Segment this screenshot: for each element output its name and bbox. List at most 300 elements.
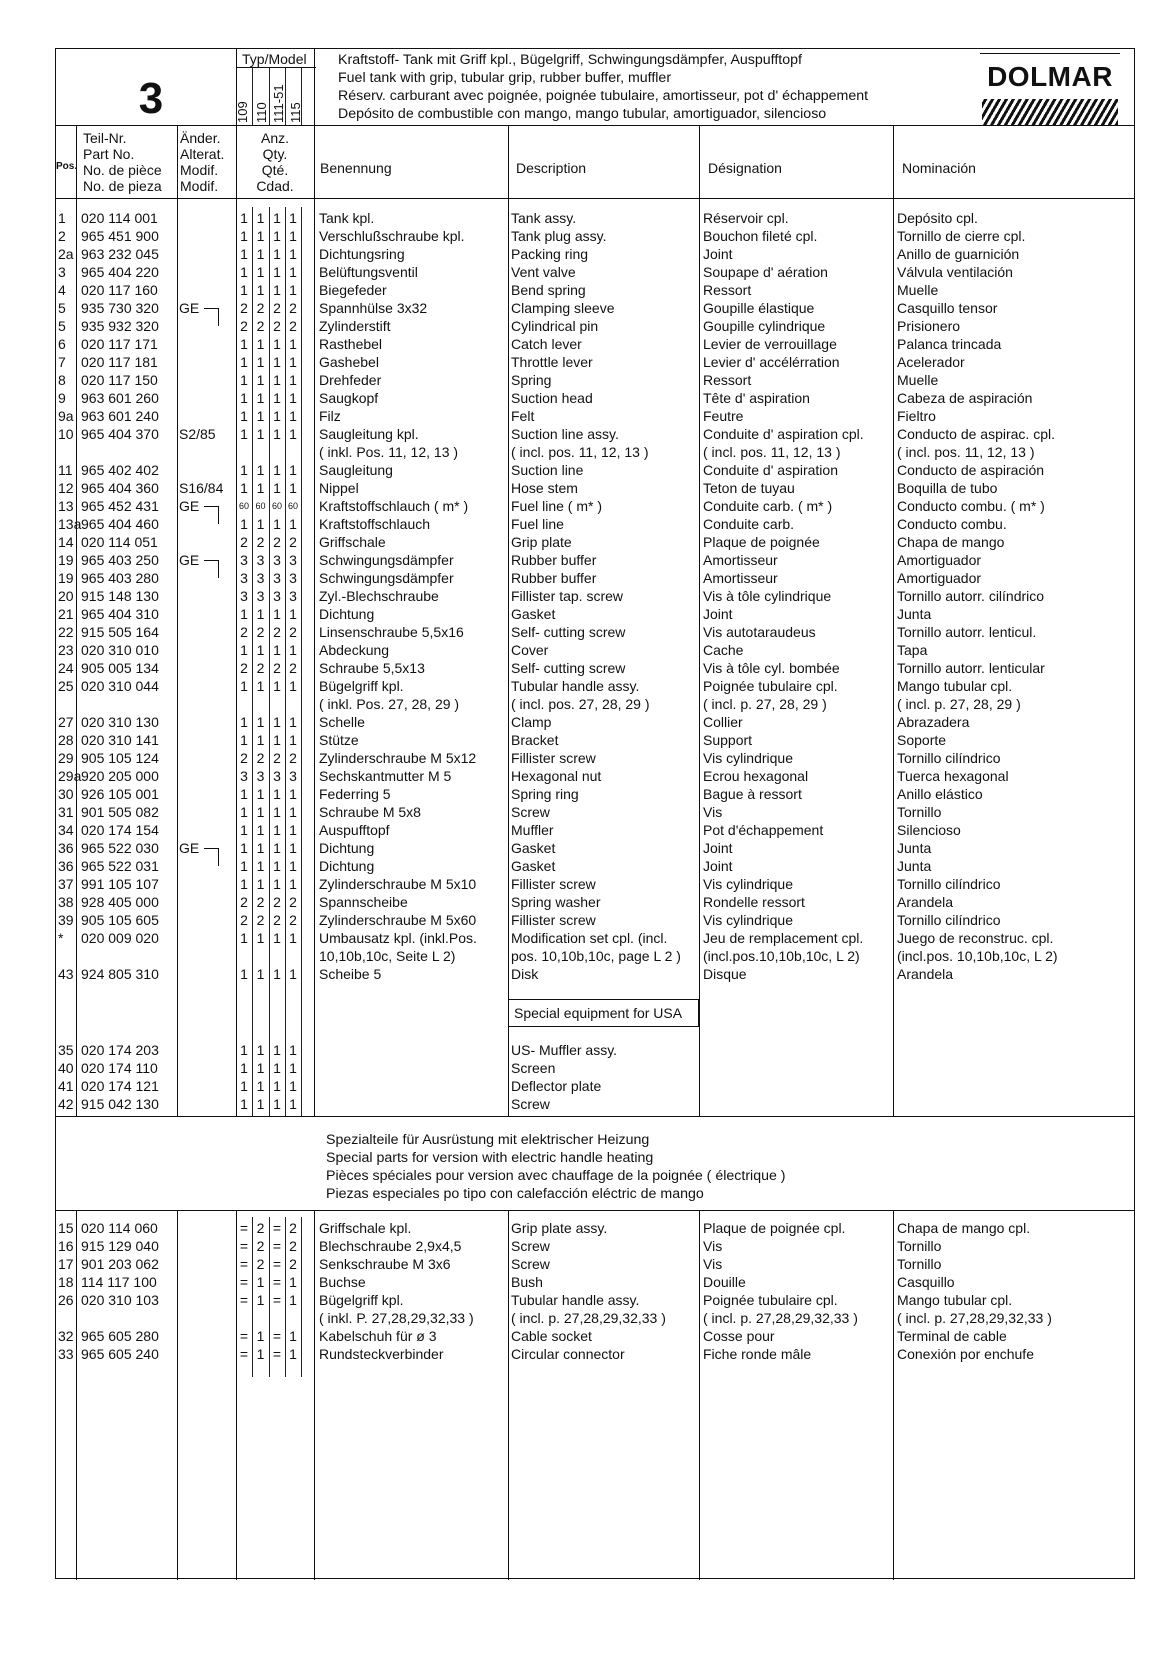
quantity-cell: 2 xyxy=(273,624,281,640)
quantity-cell: 2 xyxy=(240,300,248,316)
nominacion-cell: Junta xyxy=(897,606,932,622)
designation-cell: Joint xyxy=(703,246,733,262)
nominacion-cell: Tornillo xyxy=(897,804,942,820)
benennung-cell: Umbausatz kpl. (inkl.Pos. xyxy=(319,930,477,946)
table-row xyxy=(56,965,1134,983)
benennung-cell: ( inkl. Pos. 11, 12, 13 ) xyxy=(319,444,459,460)
quantity-cell: 1 xyxy=(256,966,265,982)
nominacion-cell: Tornillo autorr. cilíndrico xyxy=(897,588,1045,604)
table-row xyxy=(56,695,1134,713)
description-cell: ( incl. p. 27,28,29,32,33 ) xyxy=(511,1310,666,1326)
benennung-cell: Verschlußschraube kpl. xyxy=(319,228,465,244)
benennung-cell: Griffschale kpl. xyxy=(319,1220,412,1236)
pos-cell: 26 xyxy=(58,1292,74,1308)
benennung-cell: Schelle xyxy=(319,714,365,730)
pos-cell: 29a xyxy=(58,768,82,784)
quantity-cell: 1 xyxy=(273,678,281,694)
description-cell: ( incl. pos. 11, 12, 13 ) xyxy=(511,444,649,460)
quantity-cell: 1 xyxy=(273,1078,281,1094)
benennung-cell: Dichtung xyxy=(319,840,375,856)
special-title-fr: Pièces spéciales pour version avec chauffage de la poignée ( électrique ) xyxy=(326,1168,786,1184)
designation-cell: Cache xyxy=(703,642,744,658)
quantity-cell: 1 xyxy=(273,642,281,658)
part-number-cell: 965 452 431 xyxy=(81,498,159,514)
part-number-cell: 020 310 044 xyxy=(81,678,159,694)
nominacion-cell: Anillo elástico xyxy=(897,786,983,802)
designation-cell: Conduite carb. ( m* ) xyxy=(703,498,833,514)
quantity-cell: 2 xyxy=(273,894,281,910)
pos-cell: 7 xyxy=(58,354,66,370)
header-rule xyxy=(56,125,1134,126)
designation-cell: Vis à tôle cyl. bombée xyxy=(703,660,840,676)
quantity-cell: 1 xyxy=(256,1078,265,1094)
quantity-cell: 3 xyxy=(256,570,265,586)
designation-cell: Support xyxy=(703,732,753,748)
quantity-cell: 1 xyxy=(273,714,281,730)
quantity-cell: 1 xyxy=(289,210,297,226)
table-row xyxy=(56,1291,1134,1309)
quantity-cell: 2 xyxy=(240,912,248,928)
description-cell: Suction line assy. xyxy=(511,426,619,442)
quantity-cell: 1 xyxy=(289,516,297,532)
quantity-cell: 1 xyxy=(256,822,265,838)
quantity-cell: 1 xyxy=(273,606,281,622)
model-divider xyxy=(301,67,302,125)
benennung-cell: ( inkl. P. 27,28,29,32,33 ) xyxy=(319,1310,474,1326)
special-section-top-rule xyxy=(56,1116,1134,1117)
description-cell: Throttle lever xyxy=(511,354,593,370)
quantity-cell: 1 xyxy=(240,462,248,478)
description-cell: Clamping sleeve xyxy=(511,300,615,316)
quantity-cell: 1 xyxy=(289,372,297,388)
part-number-cell: 020 174 203 xyxy=(81,1042,159,1058)
col-part-de: Teil-Nr. xyxy=(83,130,127,146)
pos-cell: 38 xyxy=(58,894,74,910)
quantity-cell: 2 xyxy=(256,1256,265,1272)
benennung-cell: Stütze xyxy=(319,732,359,748)
table-row xyxy=(56,443,1134,461)
alteration-cell: GE xyxy=(179,300,200,316)
table-row xyxy=(56,839,1134,857)
benennung-cell: Spannscheibe xyxy=(319,894,408,910)
table-row xyxy=(56,1309,1134,1327)
pos-cell: 39 xyxy=(58,912,74,928)
quantity-cell: 1 xyxy=(256,876,265,892)
quantity-cell: 1 xyxy=(240,714,248,730)
nominacion-cell: Depósito cpl. xyxy=(897,210,978,226)
description-cell: Hexagonal nut xyxy=(511,768,602,784)
quantity-cell: 1 xyxy=(273,480,281,496)
benennung-cell: Zylinderstift xyxy=(319,318,391,334)
quantity-cell: 2 xyxy=(256,894,265,910)
quantity-cell: = xyxy=(272,1328,282,1344)
quantity-cell: 1 xyxy=(240,1078,248,1094)
designation-cell: Levier de verrouillage xyxy=(703,336,837,352)
nominacion-cell: Prisionero xyxy=(897,318,961,334)
table-row xyxy=(56,1345,1134,1363)
part-number-cell: 935 730 320 xyxy=(81,300,159,316)
benennung-cell: Saugleitung kpl. xyxy=(319,426,419,442)
pos-cell: 36 xyxy=(58,840,74,856)
col-alteration xyxy=(180,130,224,194)
description-cell: Self- cutting screw xyxy=(511,660,626,676)
part-number-cell: 924 805 310 xyxy=(81,966,159,982)
benennung-cell: Biegefeder xyxy=(319,282,387,298)
part-number-cell: 965 605 240 xyxy=(81,1346,159,1362)
quantity-cell: 1 xyxy=(289,1096,297,1112)
quantity-cell: 1 xyxy=(240,678,248,694)
quantity-cell: 1 xyxy=(289,426,297,442)
quantity-cell: 1 xyxy=(273,246,281,262)
nominacion-cell: Mango tubular cpl. xyxy=(897,1292,1013,1308)
designation-cell: Poignée tubulaire cpl. xyxy=(703,1292,838,1308)
designation-cell: Douille xyxy=(703,1274,746,1290)
benennung-cell: 10,10b,10c, Seite L 2) xyxy=(319,948,456,964)
description-cell: Tubular handle assy. xyxy=(511,678,640,694)
designation-cell: Pot d'échappement xyxy=(703,822,824,838)
pos-cell: 20 xyxy=(58,588,74,604)
quantity-cell: 1 xyxy=(240,804,248,820)
nominacion-cell: Arandela xyxy=(897,966,954,982)
quantity-cell: 2 xyxy=(256,912,265,928)
quantity-cell: 1 xyxy=(289,678,297,694)
description-cell: Deflector plate xyxy=(511,1078,602,1094)
description-cell: Tank plug assy. xyxy=(511,228,607,244)
quantity-cell: 1 xyxy=(273,516,281,532)
quantity-cell: 1 xyxy=(273,1042,281,1058)
pos-cell: 29 xyxy=(58,750,74,766)
quantity-cell: 3 xyxy=(289,768,297,784)
quantity-cell: 3 xyxy=(256,588,265,604)
designation-cell: Vis xyxy=(703,804,723,820)
quantity-cell: 3 xyxy=(240,588,248,604)
quantity-cell: 1 xyxy=(256,1096,265,1112)
col-part-number xyxy=(83,130,162,194)
part-number-cell: 901 203 062 xyxy=(81,1256,159,1272)
description-cell: Vent valve xyxy=(511,264,576,280)
description-cell: Fillister screw xyxy=(511,912,596,928)
table-row xyxy=(56,875,1134,893)
table-row xyxy=(56,245,1134,263)
quantity-cell: 1 xyxy=(256,678,265,694)
nominacion-cell: Abrazadera xyxy=(897,714,970,730)
col-qty-fr: Qté. xyxy=(261,162,289,178)
part-number-cell: 020 117 171 xyxy=(81,336,158,352)
description-cell: Spring ring xyxy=(511,786,579,802)
part-number-cell: 905 105 124 xyxy=(81,750,159,766)
pos-cell: 1 xyxy=(58,210,66,226)
nominacion-cell: Tuerca hexagonal xyxy=(897,768,1009,784)
designation-cell: Vis cylindrique xyxy=(703,876,794,892)
description-cell: Packing ring xyxy=(511,246,589,262)
pos-cell: 27 xyxy=(58,714,74,730)
quantity-cell: = xyxy=(239,1274,249,1290)
benennung-cell: Rundsteckverbinder xyxy=(319,1346,444,1362)
pos-cell: 19 xyxy=(58,552,74,568)
quantity-cell: 1 xyxy=(240,264,248,280)
model-111-51: 111-51 xyxy=(271,84,286,123)
part-number-cell: 965 404 310 xyxy=(81,606,159,622)
quantity-cell: 1 xyxy=(256,714,265,730)
model-divider xyxy=(252,67,253,125)
quantity-cell: 1 xyxy=(289,1060,297,1076)
quantity-cell: 2 xyxy=(273,318,281,334)
nominacion-cell: Tornillo xyxy=(897,1256,942,1272)
table-row xyxy=(56,767,1134,785)
table-row xyxy=(56,713,1134,731)
alteration-cell: GE xyxy=(179,840,200,856)
benennung-cell: Gashebel xyxy=(319,354,379,370)
nominacion-cell: Mango tubular cpl. xyxy=(897,678,1013,694)
designation-cell: ( incl. p. 27,28,29,32,33 ) xyxy=(703,1310,858,1326)
designation-cell: Vis xyxy=(703,1256,723,1272)
designation-cell: Conduite carb. xyxy=(703,516,795,532)
nominacion-cell: Junta xyxy=(897,858,932,874)
part-number-cell: 963 601 240 xyxy=(81,408,159,424)
description-cell: Screw xyxy=(511,1256,550,1272)
quantity-cell: 1 xyxy=(240,210,248,226)
designation-cell: Ecrou hexagonal xyxy=(703,768,809,784)
nominacion-cell: Junta xyxy=(897,840,932,856)
description-cell: Muffler xyxy=(511,822,554,838)
quantity-cell: 1 xyxy=(273,426,281,442)
quantity-cell: 3 xyxy=(256,552,265,568)
benennung-cell: Spannhülse 3x32 xyxy=(319,300,428,316)
pos-cell: 30 xyxy=(58,786,74,802)
quantity-cell: 2 xyxy=(289,750,297,766)
quantity-cell: = xyxy=(239,1328,249,1344)
description-cell: Fuel line ( m* ) xyxy=(511,498,603,514)
title-line-es: Depósito de combustible con mango, mango tubular, amortiguador, silencioso xyxy=(338,106,827,122)
benennung-cell: Rasthebel xyxy=(319,336,383,352)
part-number-cell: 935 932 320 xyxy=(81,318,159,334)
part-number-cell: 965 522 030 xyxy=(81,840,159,856)
special-title-de: Spezialteile für Ausrüstung mit elektrischer Heizung xyxy=(326,1132,650,1148)
description-cell: Bush xyxy=(511,1274,543,1290)
nominacion-cell: Tornillo cilíndrico xyxy=(897,750,1001,766)
benennung-cell: Linsenschraube 5,5x16 xyxy=(319,624,464,640)
quantity-cell: 1 xyxy=(289,462,297,478)
table-row xyxy=(56,317,1134,335)
quantity-cell: 1 xyxy=(240,858,248,874)
quantity-cell: 1 xyxy=(289,606,297,622)
designation-cell: Joint xyxy=(703,858,733,874)
quantity-cell: 1 xyxy=(240,480,248,496)
quantity-cell: 1 xyxy=(273,1060,281,1076)
description-cell: Cylindrical pin xyxy=(511,318,599,334)
special-title-es: Piezas especiales po tipo con calefacción eléctric de mango xyxy=(326,1186,704,1202)
description-cell: Gasket xyxy=(511,858,556,874)
table-row xyxy=(56,731,1134,749)
description-cell: ( incl. pos. 27, 28, 29 ) xyxy=(511,696,650,712)
benennung-cell: Saugleitung xyxy=(319,462,393,478)
quantity-cell: 2 xyxy=(289,534,297,550)
quantity-cell: 1 xyxy=(273,804,281,820)
quantity-cell: 1 xyxy=(240,822,248,838)
quantity-cell: 2 xyxy=(240,894,248,910)
quantity-cell: 1 xyxy=(273,372,281,388)
quantity-cell: 1 xyxy=(256,336,265,352)
pos-cell: 22 xyxy=(58,624,74,640)
benennung-cell: Saugkopf xyxy=(319,390,379,406)
designation-cell: Goupille cylindrique xyxy=(703,318,826,334)
quantity-cell: 1 xyxy=(289,876,297,892)
nominacion-cell: Amortiguador xyxy=(897,552,982,568)
quantity-cell: 1 xyxy=(256,480,265,496)
quantity-cell: = xyxy=(272,1274,282,1290)
table-row xyxy=(56,821,1134,839)
nominacion-cell: Chapa de mango cpl. xyxy=(897,1220,1031,1236)
nominacion-cell: Tapa xyxy=(897,642,928,658)
col-qty-de: Anz. xyxy=(260,130,289,146)
header-divider xyxy=(236,49,237,125)
quantity-cell: 1 xyxy=(256,372,265,388)
part-number-cell: 965 403 250 xyxy=(81,552,159,568)
pos-cell: 19 xyxy=(58,570,74,586)
quantity-cell: 1 xyxy=(289,822,297,838)
quantity-cell: 1 xyxy=(256,1346,265,1362)
table-row xyxy=(56,407,1134,425)
quantity-cell: 2 xyxy=(256,300,265,316)
quantity-cell: 1 xyxy=(256,210,265,226)
col-description: Description xyxy=(516,160,587,176)
quantity-cell: 1 xyxy=(256,858,265,874)
title-line-de: Kraftstoff- Tank mit Griff kpl., Bügelgriff, Schwingungsdämpfer, Auspufftopf xyxy=(338,52,802,68)
quantity-cell: 1 xyxy=(240,246,248,262)
table-row xyxy=(56,353,1134,371)
pos-cell: 2 xyxy=(58,228,66,244)
nominacion-cell: Boquilla de tubo xyxy=(897,480,998,496)
table-row xyxy=(56,569,1134,587)
designation-cell: Vis xyxy=(703,1238,723,1254)
designation-cell: Cosse pour xyxy=(703,1328,775,1344)
table-row xyxy=(56,893,1134,911)
quantity-cell: 1 xyxy=(273,408,281,424)
nominacion-cell: Tornillo autorr. lenticular xyxy=(897,660,1045,676)
quantity-cell: 1 xyxy=(273,264,281,280)
benennung-cell: Dichtung xyxy=(319,858,375,874)
quantity-cell: 1 xyxy=(289,804,297,820)
special-section-bottom-rule xyxy=(56,1210,1134,1211)
part-number-cell: 020 174 121 xyxy=(81,1078,159,1094)
table-row xyxy=(56,803,1134,821)
designation-cell: Rondelle ressort xyxy=(703,894,805,910)
table-row xyxy=(56,1327,1134,1345)
quantity-cell: 1 xyxy=(240,840,248,856)
alteration-cell: S2/85 xyxy=(179,426,216,442)
pos-cell: 13 xyxy=(58,498,74,514)
part-number-cell: 905 005 134 xyxy=(81,660,159,676)
quantity-cell: 1 xyxy=(289,336,297,352)
quantity-cell: 1 xyxy=(256,462,265,478)
quantity-cell: 1 xyxy=(289,390,297,406)
designation-cell: Disque xyxy=(703,966,747,982)
pos-cell: 21 xyxy=(58,606,74,622)
pos-cell: 17 xyxy=(58,1256,74,1272)
quantity-cell: 1 xyxy=(273,786,281,802)
description-cell: Clamp xyxy=(511,714,552,730)
typ-model-divider xyxy=(236,67,316,68)
alteration-cell: GE xyxy=(179,498,200,514)
quantity-cell: = xyxy=(272,1256,282,1272)
nominacion-cell: Amortiguador xyxy=(897,570,982,586)
quantity-cell: 1 xyxy=(289,966,297,982)
description-cell: Hose stem xyxy=(511,480,578,496)
benennung-cell: Belüftungsventil xyxy=(319,264,418,280)
pos-cell: 8 xyxy=(58,372,66,388)
quantity-cell: 1 xyxy=(273,390,281,406)
quantity-cell: 2 xyxy=(289,660,297,676)
page-number: 3 xyxy=(138,74,164,123)
description-cell: Modification set cpl. (incl. xyxy=(511,930,668,946)
col-quantity xyxy=(236,130,314,194)
designation-cell: Joint xyxy=(703,840,733,856)
designation-cell: Collier xyxy=(703,714,743,730)
quantity-cell: 1 xyxy=(289,408,297,424)
nominacion-cell: Tornillo cilíndrico xyxy=(897,876,1001,892)
quantity-cell: 2 xyxy=(240,534,248,550)
quantity-cell: 2 xyxy=(289,624,297,640)
page-title xyxy=(338,51,868,123)
quantity-cell: 2 xyxy=(289,1220,297,1236)
quantity-cell: 1 xyxy=(256,390,265,406)
col-alt-fr: Modif. xyxy=(180,162,219,178)
table-row xyxy=(56,1237,1134,1255)
quantity-cell: = xyxy=(239,1256,249,1272)
col-part-es: No. de pieza xyxy=(83,178,162,194)
benennung-cell: Bügelgriff kpl. xyxy=(319,1292,404,1308)
pos-cell: 14 xyxy=(58,534,74,550)
part-number-cell: 991 105 107 xyxy=(81,876,159,892)
pos-cell: 28 xyxy=(58,732,74,748)
nominacion-cell: Chapa de mango xyxy=(897,534,1005,550)
quantity-cell: 3 xyxy=(289,552,297,568)
col-alt-en: Alterat. xyxy=(180,146,225,162)
quantity-cell: 1 xyxy=(289,282,297,298)
description-cell: Grip plate assy. xyxy=(511,1220,608,1236)
alteration-cell: GE xyxy=(179,552,200,568)
quantity-cell: 2 xyxy=(289,300,297,316)
nominacion-cell: Fieltro xyxy=(897,408,936,424)
nominacion-cell: Terminal de cable xyxy=(897,1328,1007,1344)
table-row xyxy=(56,1077,1134,1095)
designation-cell: Goupille élastique xyxy=(703,300,815,316)
part-number-cell: 020 114 001 xyxy=(81,210,158,226)
benennung-cell: Sechskantmutter M 5 xyxy=(319,768,452,784)
pos-cell: 5 xyxy=(58,318,66,334)
pos-cell: 11 xyxy=(58,462,73,478)
nominacion-cell: Muelle xyxy=(897,372,939,388)
pos-cell: 25 xyxy=(58,678,74,694)
quantity-cell: 1 xyxy=(256,228,265,244)
benennung-cell: Kraftstoffschlauch ( m* ) xyxy=(319,498,469,514)
quantity-cell: 2 xyxy=(240,660,248,676)
designation-cell: ( incl. pos. 11, 12, 13 ) xyxy=(703,444,841,460)
quantity-cell: 1 xyxy=(240,354,248,370)
model-110: 110 xyxy=(254,102,269,123)
quantity-cell: 1 xyxy=(289,786,297,802)
quantity-cell: 1 xyxy=(273,462,281,478)
col-part-fr: No. de pièce xyxy=(83,162,162,178)
quantity-cell: 1 xyxy=(273,858,281,874)
quantity-cell: 3 xyxy=(273,570,281,586)
quantity-cell: 1 xyxy=(240,642,248,658)
quantity-cell: 1 xyxy=(289,264,297,280)
part-number-cell: 020 310 010 xyxy=(81,642,159,658)
pos-cell: 34 xyxy=(58,822,74,838)
description-cell: Tubular handle assy. xyxy=(511,1292,640,1308)
table-row xyxy=(56,659,1134,677)
